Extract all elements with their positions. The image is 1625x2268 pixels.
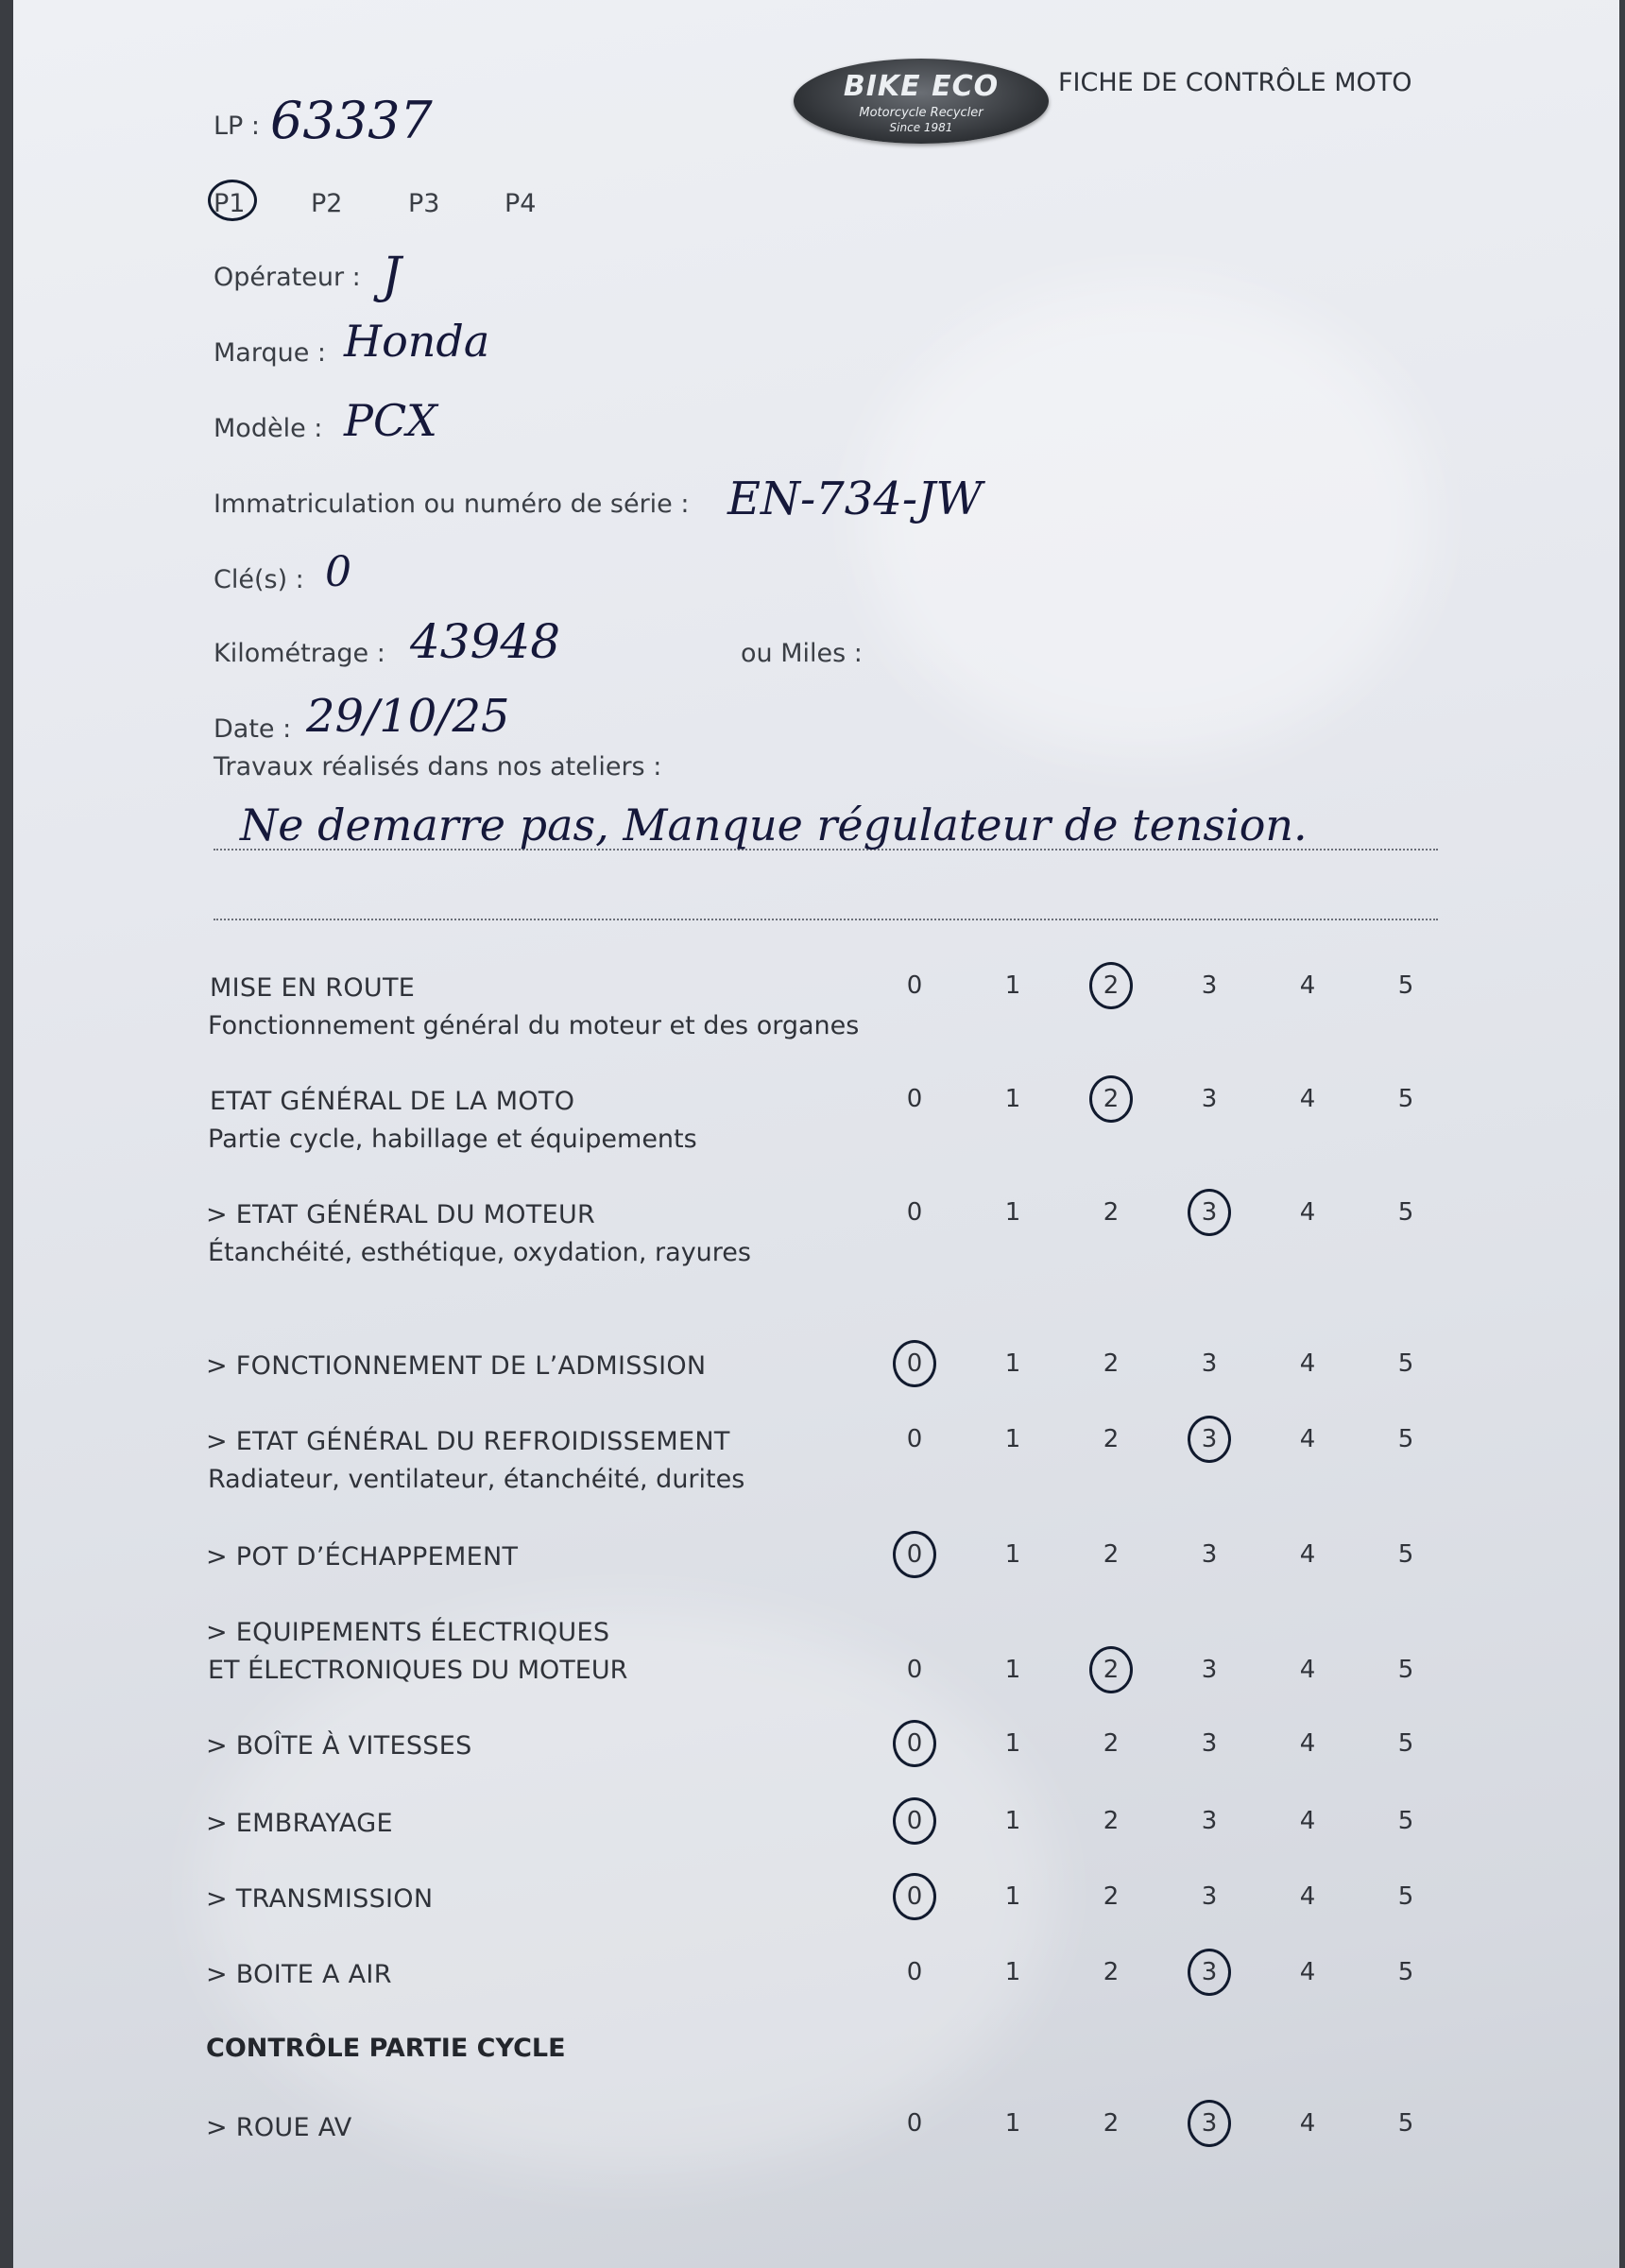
selected-score-circle: [893, 1873, 936, 1920]
score-3: 3: [1201, 1425, 1218, 1453]
immat-label: Immatriculation ou numéro de série :: [214, 490, 690, 519]
score-4: 4: [1299, 1882, 1316, 1911]
selected-score-circle: [1188, 1949, 1231, 1996]
score-4: 4: [1299, 971, 1316, 1000]
row-title: > FONCTIONNEMENT DE L’ADMISSION: [206, 1351, 707, 1381]
score-5: 5: [1397, 1882, 1414, 1911]
modele-value: PCX: [344, 395, 437, 446]
logo-name: BIKE ECO: [843, 70, 1000, 103]
score-3: 3: [1201, 1198, 1218, 1227]
row-title: ETAT GÉNÉRAL DE LA MOTO: [210, 1087, 575, 1116]
selected-score-circle: [893, 1531, 936, 1578]
row-subtitle: ET ÉLECTRONIQUES DU MOTEUR: [208, 1656, 628, 1685]
score-5: 5: [1397, 1729, 1414, 1758]
row-title: > ETAT GÉNÉRAL DU REFROIDISSEMENT: [206, 1427, 730, 1456]
position-p3: P3: [408, 189, 440, 218]
score-1: 1: [1004, 1882, 1021, 1911]
travaux-label: Travaux réalisés dans nos ateliers :: [214, 752, 662, 782]
row-title: > TRANSMISSION: [206, 1884, 434, 1914]
score-5: 5: [1397, 1425, 1414, 1453]
row-subtitle: Étanchéité, esthétique, oxydation, rayures: [208, 1238, 751, 1267]
score-1: 1: [1004, 1807, 1021, 1835]
score-3: 3: [1201, 1349, 1218, 1378]
score-2: 2: [1103, 1349, 1120, 1378]
score-5: 5: [1397, 1198, 1414, 1227]
score-1: 1: [1004, 1085, 1021, 1113]
score-4: 4: [1299, 1349, 1316, 1378]
score-3: 3: [1201, 1807, 1218, 1835]
sheet-title: FICHE DE CONTRÔLE MOTO: [1058, 68, 1412, 97]
score-2: 2: [1103, 1425, 1120, 1453]
operateur-value: J: [382, 248, 402, 304]
score-2: 2: [1103, 1807, 1120, 1835]
score-4: 4: [1299, 1198, 1316, 1227]
row-subtitle: Fonctionnement général du moteur et des organes: [208, 1011, 860, 1040]
date-label: Date :: [214, 714, 292, 744]
score-5: 5: [1397, 1349, 1414, 1378]
lp-label: LP :: [214, 112, 261, 141]
score-2: 2: [1103, 2109, 1120, 2138]
score-1: 1: [1004, 1958, 1021, 1986]
modele-label: Modèle :: [214, 414, 323, 443]
score-0: 0: [906, 1425, 923, 1453]
score-0: 0: [906, 1656, 923, 1684]
score-0: 0: [906, 971, 923, 1000]
travaux-value: Ne demarre pas, Manque régulateur de tension.: [240, 799, 1308, 850]
score-5: 5: [1397, 1807, 1414, 1835]
score-1: 1: [1004, 1349, 1021, 1378]
score-3: 3: [1201, 1540, 1218, 1569]
score-2: 2: [1103, 1085, 1120, 1113]
travaux-line-2: [214, 919, 1438, 920]
control-sheet: [13, 0, 1619, 2268]
selected-score-circle: [1089, 962, 1133, 1009]
score-4: 4: [1299, 1540, 1316, 1569]
lp-value: 63337: [270, 91, 433, 150]
cles-value: 0: [325, 548, 351, 596]
score-2: 2: [1103, 1540, 1120, 1569]
row-subtitle: Radiateur, ventilateur, étanchéité, durites: [208, 1465, 745, 1494]
score-4: 4: [1299, 2109, 1316, 2138]
selected-score-circle: [1188, 1416, 1231, 1463]
score-1: 1: [1004, 1729, 1021, 1758]
operateur-label: Opérateur :: [214, 263, 361, 292]
score-5: 5: [1397, 1085, 1414, 1113]
score-1: 1: [1004, 2109, 1021, 2138]
score-5: 5: [1397, 1540, 1414, 1569]
row-subtitle: Partie cycle, habillage et équipements: [208, 1125, 697, 1154]
score-3: 3: [1201, 1958, 1218, 1986]
score-0: 0: [906, 2109, 923, 2138]
score-2: 2: [1103, 971, 1120, 1000]
score-1: 1: [1004, 1656, 1021, 1684]
score-4: 4: [1299, 1425, 1316, 1453]
score-4: 4: [1299, 1958, 1316, 1986]
row-title: > BOÎTE À VITESSES: [206, 1731, 472, 1761]
selected-score-circle: [1089, 1646, 1133, 1693]
score-0: 0: [906, 1349, 923, 1378]
km-label: Kilométrage :: [214, 639, 385, 668]
km-value: 43948: [410, 614, 561, 669]
score-3: 3: [1201, 1729, 1218, 1758]
position-p1: P1: [214, 189, 246, 218]
score-3: 3: [1201, 1656, 1218, 1684]
score-5: 5: [1397, 971, 1414, 1000]
row-title: > BOITE A AIR: [206, 1960, 392, 1989]
selected-score-circle: [893, 1340, 936, 1387]
position-p2: P2: [311, 189, 343, 218]
score-2: 2: [1103, 1729, 1120, 1758]
miles-label: ou Miles :: [741, 639, 863, 668]
score-4: 4: [1299, 1656, 1316, 1684]
immat-value: EN-734-JW: [727, 472, 983, 525]
score-5: 5: [1397, 1958, 1414, 1986]
score-0: 0: [906, 1807, 923, 1835]
row-title: > EQUIPEMENTS ÉLECTRIQUES: [206, 1618, 610, 1647]
position-p4: P4: [505, 189, 537, 218]
selected-score-circle: [893, 1797, 936, 1845]
score-0: 0: [906, 1729, 923, 1758]
selected-score-circle: [1188, 2100, 1231, 2147]
score-4: 4: [1299, 1807, 1316, 1835]
score-1: 1: [1004, 1540, 1021, 1569]
row-title: > POT D’ÉCHAPPEMENT: [206, 1542, 519, 1572]
score-3: 3: [1201, 2109, 1218, 2138]
score-0: 0: [906, 1198, 923, 1227]
score-5: 5: [1397, 1656, 1414, 1684]
score-2: 2: [1103, 1656, 1120, 1684]
score-0: 0: [906, 1958, 923, 1986]
row-title: > ROUE AV: [206, 2113, 352, 2142]
score-4: 4: [1299, 1729, 1316, 1758]
row-title: > EMBRAYAGE: [206, 1809, 393, 1838]
score-1: 1: [1004, 1425, 1021, 1453]
score-3: 3: [1201, 1085, 1218, 1113]
score-4: 4: [1299, 1085, 1316, 1113]
score-2: 2: [1103, 1882, 1120, 1911]
position-p1-circle: [208, 180, 257, 221]
row-title: MISE EN ROUTE: [210, 973, 416, 1003]
score-0: 0: [906, 1882, 923, 1911]
score-1: 1: [1004, 1198, 1021, 1227]
marque-value: Honda: [344, 316, 490, 367]
marque-label: Marque :: [214, 338, 327, 368]
cles-label: Clé(s) :: [214, 565, 304, 594]
score-2: 2: [1103, 1198, 1120, 1227]
score-2: 2: [1103, 1958, 1120, 1986]
date-value: 29/10/25: [306, 690, 510, 743]
selected-score-circle: [1089, 1075, 1133, 1123]
row-title: > ETAT GÉNÉRAL DU MOTEUR: [206, 1200, 596, 1229]
score-3: 3: [1201, 1882, 1218, 1911]
bike-eco-logo: [794, 59, 1049, 144]
score-5: 5: [1397, 2109, 1414, 2138]
score-0: 0: [906, 1085, 923, 1113]
section-title: CONTRÔLE PARTIE CYCLE: [206, 2034, 566, 2063]
score-0: 0: [906, 1540, 923, 1569]
selected-score-circle: [893, 1720, 936, 1767]
logo-line2: Since 1981: [889, 121, 953, 134]
logo-line1: Motorcycle Recycler: [859, 106, 984, 120]
score-1: 1: [1004, 971, 1021, 1000]
selected-score-circle: [1188, 1189, 1231, 1236]
score-3: 3: [1201, 971, 1218, 1000]
